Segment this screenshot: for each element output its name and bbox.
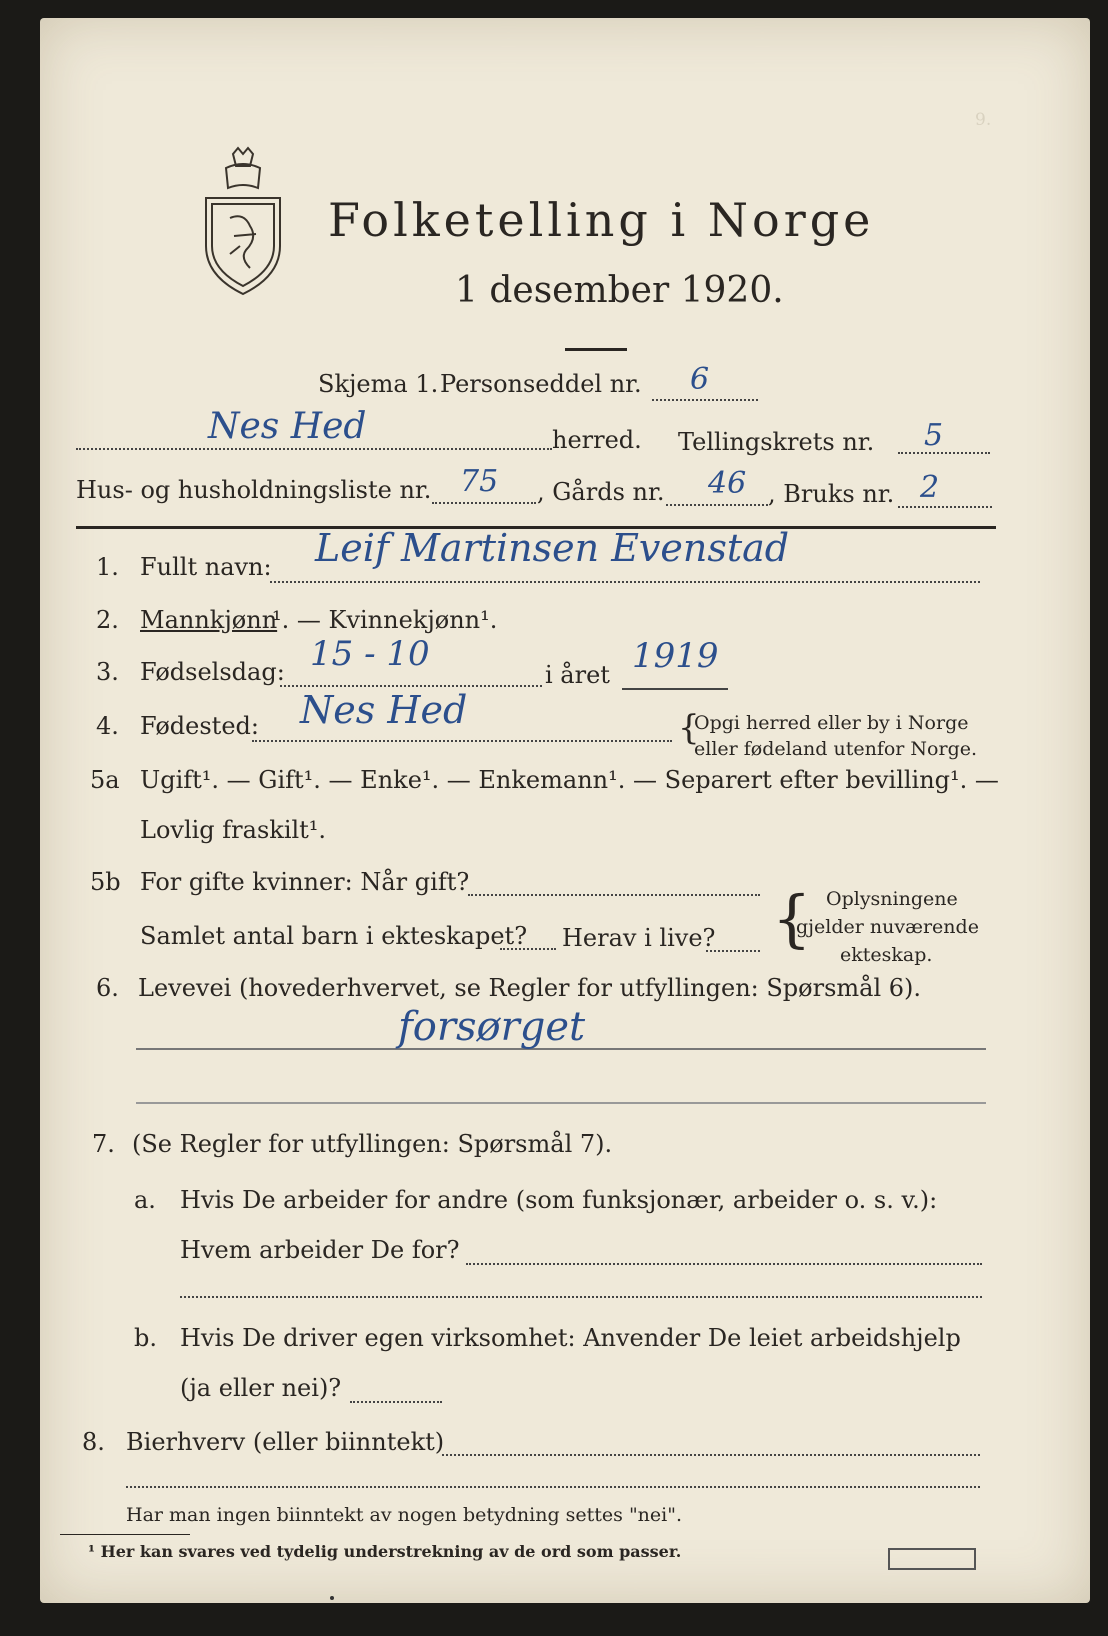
gards-label: , Gårds nr. [537, 478, 665, 506]
form-title: Folketelling i Norge [328, 193, 875, 247]
birth-year-field[interactable] [622, 688, 728, 690]
husliste-value: 75 [460, 464, 499, 499]
married-date-field[interactable] [468, 894, 760, 896]
ink-dot [330, 1596, 334, 1600]
birthday-field[interactable] [280, 685, 542, 687]
q5b-alive-label: Herav i live? [562, 924, 716, 952]
birthday-value: 15 - 10 [310, 634, 430, 674]
printer-stamp [888, 1548, 976, 1570]
personseddel-label: Personseddel nr. [440, 370, 642, 398]
marital-status-options[interactable]: Ugift¹. — Gift¹. — Enke¹. — Enkemann¹. — Separert efter bevilling¹. — [140, 766, 999, 794]
q4-note-line1: Opgi herred eller by i Norge [694, 712, 969, 734]
q7-number: 7. [92, 1130, 115, 1158]
q4-label: Fødested: [140, 712, 259, 740]
q7a-line2: Hvem arbeider De for? [180, 1236, 460, 1264]
q5b-number: 5b [90, 868, 121, 896]
form-date: 1 desember 1920. [455, 270, 784, 311]
q3-year-label: i året [545, 661, 610, 689]
q5b-children-label: Samlet antal barn i ekteskapet? [140, 922, 528, 950]
herred-field[interactable] [76, 448, 552, 450]
full-name-field[interactable] [270, 581, 980, 583]
q3-label: Fødselsdag: [140, 658, 285, 686]
q7b-line2: (ja eller nei)? [180, 1374, 342, 1402]
side-income-field-2[interactable] [126, 1486, 980, 1488]
q7b-letter: b. [134, 1324, 157, 1352]
q4-brace: { [678, 708, 700, 748]
q5b-brace: { [772, 882, 812, 955]
gender-female-option[interactable]: ¹. — Kvinnekjønn¹. [272, 606, 498, 634]
q6-label: Levevei (hovederhvervet, se Regler for utfyllingen: Spørsmål 6). [138, 974, 922, 1002]
side-income-field[interactable] [442, 1454, 980, 1456]
hired-help-field[interactable] [350, 1401, 442, 1403]
herred-label: herred. [552, 426, 642, 454]
q7-label: (Se Regler for utfyllingen: Spørsmål 7). [132, 1130, 613, 1158]
q8-note: Har man ingen biinntekt av nogen betydning settes "nei". [126, 1504, 683, 1526]
q4-number: 4. [96, 712, 119, 740]
q7a-letter: a. [134, 1186, 156, 1214]
footnote-rule [60, 1534, 190, 1535]
tellingskrets-label: Tellingskrets nr. [678, 428, 875, 456]
birthplace-field[interactable] [252, 740, 672, 742]
q8-number: 8. [82, 1428, 105, 1456]
q5b-married-label: For gifte kvinner: Når gift? [140, 868, 470, 896]
husliste-field[interactable] [432, 502, 536, 504]
full-name-value: Leif Martinsen Evenstad [315, 526, 790, 570]
tellingskrets-value: 5 [924, 418, 944, 453]
q6-number: 6. [96, 974, 119, 1002]
gender-male-option[interactable]: Mannkjønn [140, 606, 278, 634]
q3-number: 3. [96, 658, 119, 686]
title-divider [565, 348, 627, 351]
husliste-label: Hus- og husholdningsliste nr. [76, 476, 432, 504]
personseddel-field[interactable] [652, 399, 758, 401]
employer-field-2[interactable] [180, 1296, 982, 1298]
q4-note-line2: eller fødeland utenfor Norge. [694, 738, 978, 760]
bruks-label: , Bruks nr. [768, 480, 895, 508]
gards-field[interactable] [666, 504, 768, 506]
q2-number: 2. [96, 606, 119, 634]
tellingskrets-field[interactable] [898, 452, 990, 454]
q8-label: Bierhverv (eller biinntekt) [126, 1428, 445, 1456]
q5b-note-line1: Oplysningene [826, 888, 958, 910]
bruks-value: 2 [920, 470, 940, 505]
children-alive-field[interactable] [706, 950, 760, 952]
skjema-label: Skjema 1. [318, 370, 439, 398]
bruks-field[interactable] [898, 506, 992, 508]
birthplace-value: Nes Hed [300, 688, 468, 732]
q7a-line1: Hvis De arbeider for andre (som funksjonær, arbeider o. s. v.): [180, 1186, 938, 1214]
marital-status-divorced[interactable]: Lovlig fraskilt¹. [140, 816, 327, 844]
q5b-note-line3: ekteskap. [840, 944, 933, 966]
census-form-page [40, 18, 1090, 1603]
birth-year-value: 1919 [632, 636, 719, 676]
herred-value: Nes Hed [208, 406, 367, 447]
q5b-note-line2: gjelder nuværende [796, 916, 979, 938]
gards-value: 46 [708, 466, 747, 501]
occupation-field-2[interactable] [136, 1102, 986, 1104]
children-count-field[interactable] [500, 948, 556, 950]
personseddel-value: 6 [690, 362, 710, 397]
q1-label: Fullt navn: [140, 553, 272, 581]
q1-number: 1. [96, 553, 119, 581]
q5a-number: 5a [90, 766, 120, 794]
occupation-value: forsørget [398, 1004, 586, 1050]
q7b-line1: Hvis De driver egen virksomhet: Anvender De leiet arbeidshjelp [180, 1324, 961, 1352]
employer-field[interactable] [466, 1263, 982, 1265]
footnote: ¹ Her kan svares ved tydelig understrekning av de ord som passer. [88, 1542, 682, 1561]
coat-of-arms-icon [200, 146, 286, 296]
bleed-through-text: 9. [975, 110, 992, 130]
